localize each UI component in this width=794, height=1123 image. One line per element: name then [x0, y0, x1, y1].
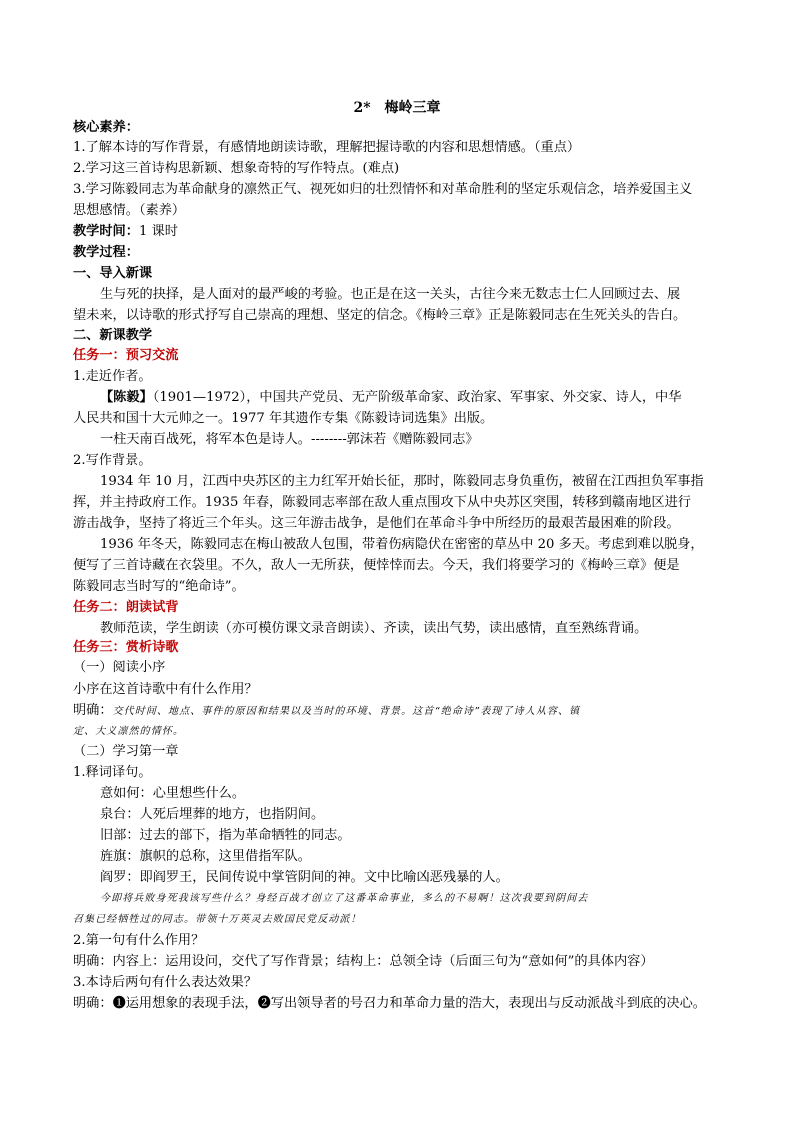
subsection-heading: 2.写作背景。 [73, 453, 152, 468]
goal-line: 1.了解本诗的写作背景，有感情地朗读诗歌，理解把握诗歌的内容和思想情感。（重点） [73, 140, 581, 155]
answer-label: 明确： [73, 996, 113, 1011]
answer-text: ❶运用想象的表现手法，❷写出领导者的号召力和革命力量的浩大，表现出与反动派战斗到底的决心。 [112, 996, 706, 1011]
gloss-item: 旌旗：旗帜的总称，这里借指军队。 [100, 849, 311, 864]
background-line: 1936 年冬天，陈毅同志在梅山被敌人包围，带着伤病隐伏在密密的草丛中 20 多天。考虑到难以脱身， [100, 537, 704, 552]
subsection-heading: （二）学习第一章 [73, 744, 179, 759]
author-name: 【陈毅】 [100, 390, 153, 405]
task-heading: 任务二：朗读试背 [73, 600, 179, 615]
translation-line: 召集已经牺牲过的同志。带领十万英灵去败国民党反动派！ [73, 914, 362, 925]
teaching-time [73, 222, 178, 242]
gloss-item: 旧部：过去的部下，指为革命牺牲的同志。 [100, 828, 351, 843]
answer-line [73, 994, 706, 1014]
answer-line [73, 701, 580, 722]
translation-line: 今即将兵败身死我该写些什么？身经百战才创立了这番革命事业，多么的不易啊！这次我要到阴间去 [100, 893, 589, 904]
answer-label: 明确： [73, 703, 113, 718]
teaching-time-label: 教学时间： [73, 224, 139, 239]
background-line: 便写了三首诗藏在衣袋里。不久，敌人一无所获，便悻悻而去。今天，我们将要学习的《梅岭三章》便是 [73, 558, 680, 573]
goal-line: 2.学习这三首诗构思新颖、想象奇特的写作特点。(难点) [73, 161, 400, 176]
gloss-item: 泉台：人死后埋葬的地方，也指阴间。 [100, 807, 325, 822]
quote-line: 一柱天南百战死，将军本色是诗人。--------郭沫若《赠陈毅同志》 [100, 432, 479, 447]
answer-line: 明确：内容上：运用设问，交代了写作背景；结构上：总领全诗（后面三句为“意如何”的具体内容） [73, 954, 654, 969]
goal-line: 3.学习陈毅同志为革命献身的凛然正气、视死如归的壮烈情怀和对革命胜利的坚定乐观信念，培养爱国主义 [73, 182, 693, 197]
intro-line: 望未来，以诗歌的形式抒写自己崇高的理想、坚定的信念。《梅岭三章》正是陈毅同志在生死关头的告白。 [73, 308, 687, 323]
task-heading: 任务三：赏析诗歌 [73, 640, 179, 655]
author-intro-line: 人民共和国十大元帅之一。1977 年其遗作专集《陈毅诗词选集》出版。 [73, 411, 494, 426]
background-line: 陈毅同志当时写的“绝命诗”。 [73, 579, 245, 594]
teaching-time-value: 1 课时 [138, 224, 178, 239]
subsection-heading: 1.走近作者。 [73, 369, 152, 384]
question: 2.第一句有什么作用？ [73, 933, 205, 948]
page-title: 2* 梅岭三章 [353, 100, 441, 116]
gloss-item: 意如何：心里想些什么。 [100, 786, 246, 801]
intro-line: 生与死的抉择，是人面对的最严峻的考验。也正是在这一关头，古往今来无数志士仁人回顾过去、展 [100, 287, 681, 302]
question: 小序在这首诗歌中有什么作用？ [73, 682, 258, 697]
teaching-process-label: 教学过程： [73, 245, 139, 260]
background-line: 挥，并主持政府工作。1935 年春，陈毅同志率部在敌人重点围攻下从中央苏区突围，转移到赣南地区进行 [73, 495, 691, 510]
answer-handwritten: 交代时间、地点、事件的原因和结果以及当时的环境、背景。这首“绝命诗”表现了诗人从容、镇 [112, 706, 581, 717]
background-line: 1934 年 10 月，江西中央苏区的主力红军开始长征，那时，陈毅同志身负重伤，被留在江西担负军事指 [100, 474, 704, 489]
core-literacy-label: 核心素养： [73, 120, 139, 135]
author-intro-line [100, 388, 681, 408]
section-heading: 一、导入新课 [73, 266, 153, 281]
subsection-heading: 1.释词译句。 [73, 765, 152, 780]
answer-handwritten: 定、大义凛然的情怀。 [73, 726, 184, 737]
question: 3.本诗后两句有什么表达效果？ [73, 975, 258, 990]
task-text: 教师范读，学生朗读（亦可模仿课文录音朗读）、齐读，读出气势，读出感情，直至熟练背诵。 [100, 621, 648, 636]
task-heading: 任务一：预习交流 [73, 348, 179, 363]
gloss-item: 阎罗：即阎罗王，民间传说中掌管阴间的神。文中比喻凶恶残暴的人。 [100, 870, 509, 885]
background-line: 游击战争，坚持了将近三个年头。这三年游击战争，是他们在革命斗争中所经历的最艰苦最困难的阶段。 [73, 516, 680, 531]
goal-line: 思想感情。（素养） [73, 203, 186, 218]
section-heading: 二、新课教学 [73, 328, 153, 343]
subsection-heading: （一）阅读小序 [73, 660, 166, 675]
author-text: （1901—1972），中国共产党员、无产阶级革命家、政治家、军事家、外交家、诗人，中华 [152, 390, 682, 405]
